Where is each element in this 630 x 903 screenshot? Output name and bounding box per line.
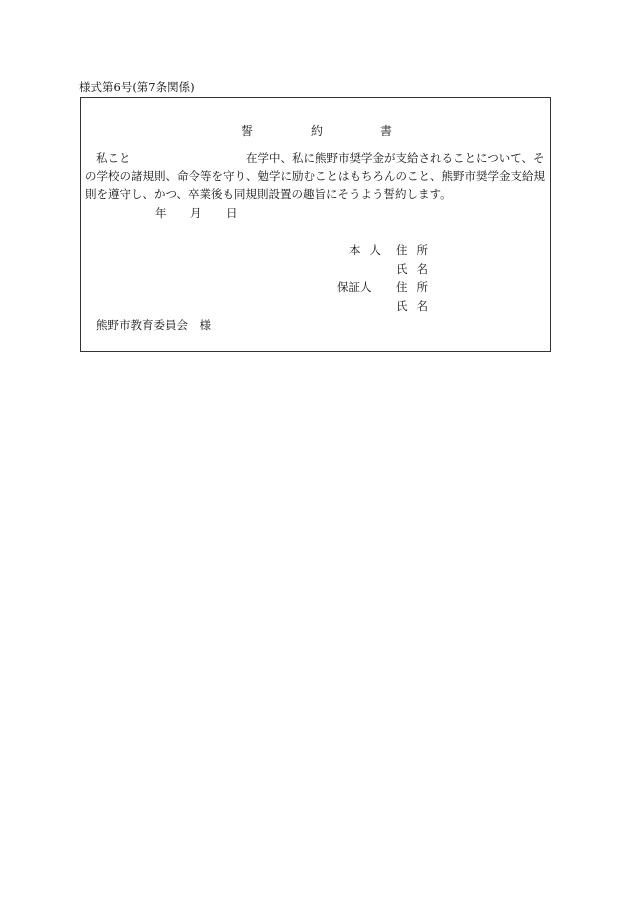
title-char-sei: 誓 bbox=[241, 124, 254, 138]
principal-label: 本人 bbox=[349, 243, 390, 257]
guarantor-address-label: 住所 bbox=[396, 280, 437, 294]
principal-address-label: 住所 bbox=[396, 243, 437, 257]
form-number-label: 様式第6号(第7条関係) bbox=[79, 80, 195, 94]
body-line-1-start: 私こと bbox=[96, 151, 131, 165]
guarantor-label: 保証人 bbox=[337, 280, 372, 294]
guarantor-name-label: 氏名 bbox=[396, 299, 437, 313]
date-month: 月 bbox=[190, 206, 202, 220]
body-line-2: の学校の諸規則、命令等を守り、勉学に励むことはもちろんのこと、熊野市奨学金支給規 bbox=[85, 169, 545, 183]
body-line-3: 則を遵守し、かつ、卒業後も同規則設置の趣旨にそうよう誓約します。 bbox=[85, 187, 452, 201]
title-char-yaku: 約 bbox=[311, 124, 324, 138]
addressee: 熊野市教育委員会 様 bbox=[96, 318, 211, 332]
body-line-1-rest: 在学中、私に熊野市奨学金が支給されることについて、そ bbox=[246, 151, 545, 165]
principal-name-label: 氏名 bbox=[396, 262, 437, 276]
title-char-sho: 書 bbox=[380, 124, 393, 138]
date-day: 日 bbox=[226, 206, 238, 220]
date-year: 年 bbox=[155, 206, 167, 220]
